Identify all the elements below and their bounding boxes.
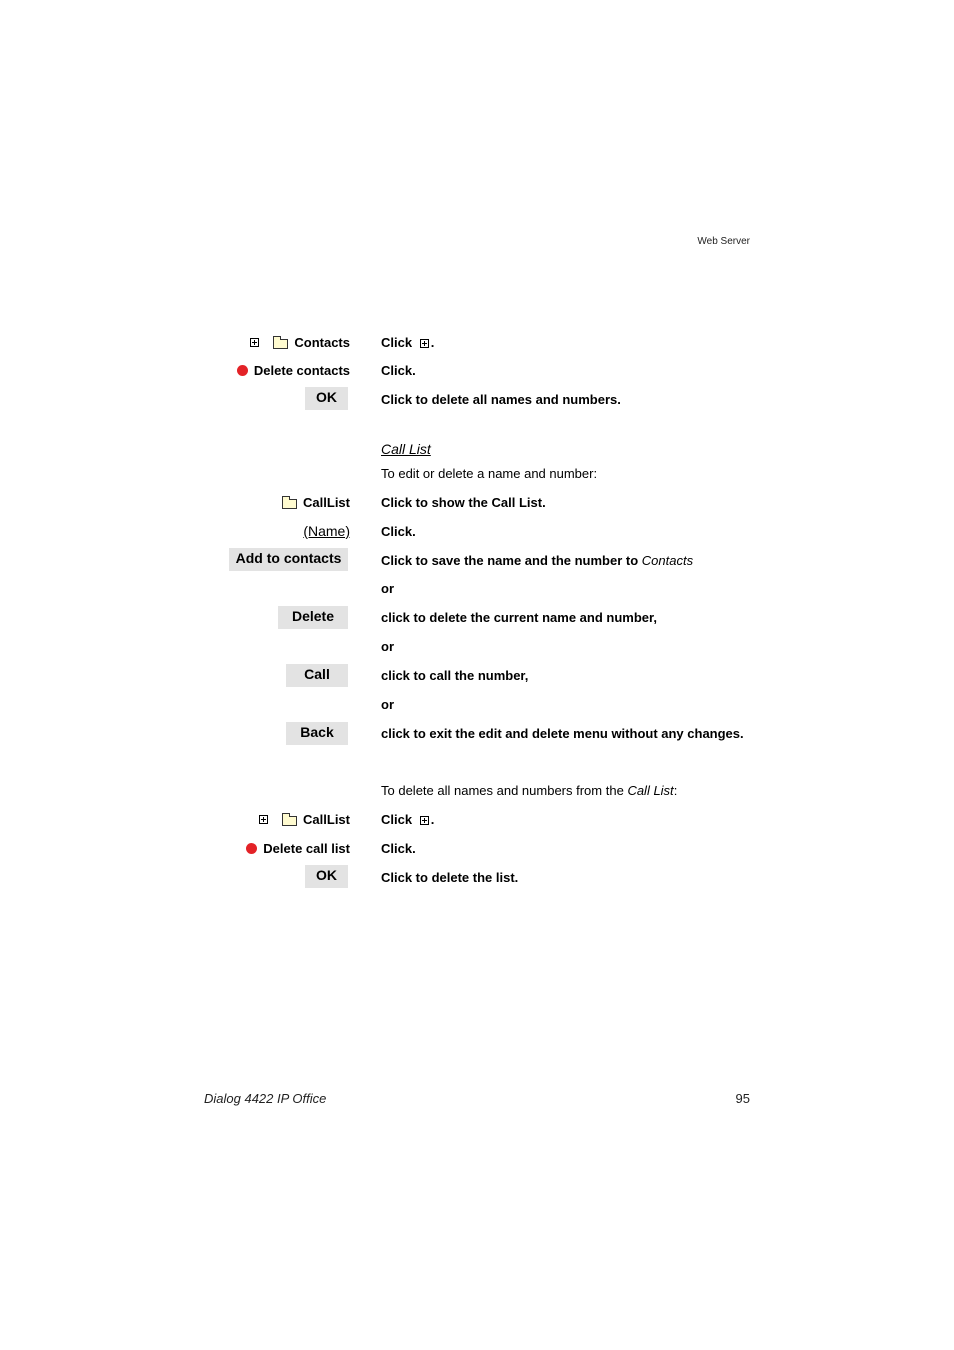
delete-call-list-label: Delete call list [263,841,350,856]
call-instruction: click to call the number, [381,668,529,683]
add-instruction-target: Contacts [641,553,694,568]
calllist-expand-item[interactable] [259,812,350,827]
delete-call-list-instruction: Click. [381,841,416,856]
instruction-suffix: . [430,335,435,350]
red-dot-icon [246,843,257,854]
page-number: 95 [735,1091,750,1106]
delete-all-intro [381,783,677,798]
add-instruction [381,553,693,568]
section-title: Call List [381,441,431,457]
or-text: or [381,697,394,712]
name-instruction: Click. [381,524,416,539]
delete-all-intro-target: Call List [627,783,674,798]
calllist-label: CallList [303,495,350,510]
ok-button[interactable]: OK [305,865,348,888]
ok-delete-list-instruction: Click to delete the list. [381,870,519,885]
delete-button[interactable]: Delete [278,606,348,629]
folder-icon [273,339,288,349]
delete-call-list-item[interactable] [246,841,350,856]
call-button[interactable]: Call [286,664,348,687]
calllist-instruction: Click to show the Call List. [381,495,546,510]
calllist-label: CallList [303,812,350,827]
name-link-label[interactable]: (Name) [303,523,350,539]
expand-plus-icon [420,816,429,825]
delete-all-intro-end: : [673,783,678,798]
instruction-text: Click [381,335,413,350]
delete-contacts-item[interactable] [237,363,350,378]
expand-plus-icon [420,339,429,348]
delete-all-intro-text: To delete all names and numbers from the [381,783,624,798]
contacts-label: Contacts [294,335,350,350]
back-button[interactable]: Back [286,722,348,745]
ok-button[interactable]: OK [305,387,348,410]
expand-plus-icon[interactable] [259,815,268,824]
add-to-contacts-button[interactable]: Add to contacts [229,548,348,571]
calllist-expand-instruction [381,812,434,827]
red-dot-icon [237,365,248,376]
name-link[interactable] [303,523,350,539]
contacts-instruction [381,335,434,350]
calllist-item[interactable] [282,495,350,510]
or-text: or [381,581,394,596]
delete-instruction: click to delete the current name and number, [381,610,657,625]
folder-icon [282,816,297,826]
back-instruction: click to exit the edit and delete menu without any changes. [381,726,744,741]
instruction-suffix: . [430,812,435,827]
ok-instruction: Click to delete all names and numbers. [381,392,621,407]
folder-icon [282,499,297,509]
expand-plus-icon[interactable] [250,338,259,347]
instruction-text: Click [381,812,413,827]
footer-title: Dialog 4422 IP Office [204,1091,327,1106]
section-intro: To edit or delete a name and number: [381,466,598,481]
delete-contacts-label: Delete contacts [253,363,350,378]
or-text: or [381,639,394,654]
page-header-section: Web Server [697,236,750,247]
delete-contacts-instruction: Click. [381,363,416,378]
add-instruction-text: Click to save the name and the number to [381,553,639,568]
contacts-item[interactable] [250,335,350,350]
